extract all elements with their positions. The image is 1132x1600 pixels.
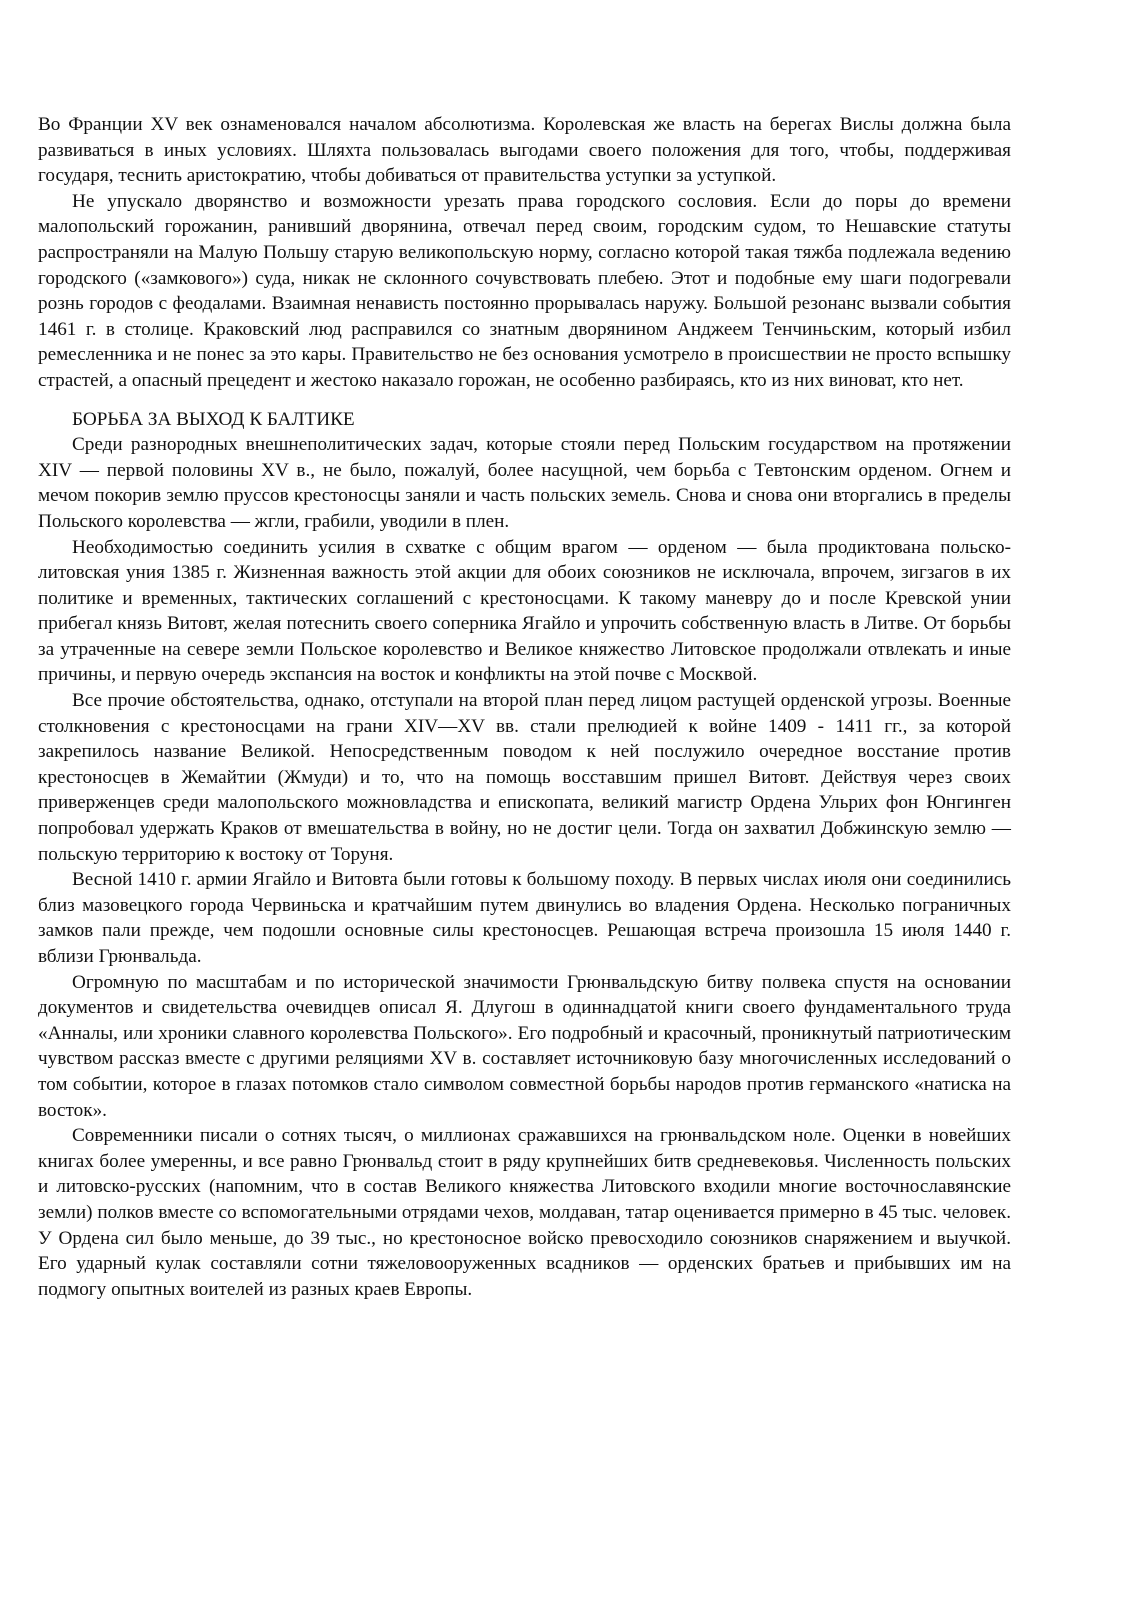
paragraph-battle-forces: Современники писали о сотнях тысяч, о миллионах сражавшихся на грюнвальдском ноле. Оценки в новейших книгах более умеренны, и все равно Грюнвальд стоит в ряду крупнейших битв средневековья. Численность польских и литовско-русских (напомним, что в состав Великого княжества Литовского входили многие восточнославянские земли) полков вместе со вспомогательными отрядами чехов, молдаван, татар оценивается примерно в 45 тыс. человек. У Ордена сил было меньше, до 39 тыс., но крестоносное войско превосходило союзников снаряжением и выучкой. Его ударный кулак составляли сотни тяжеловооруженных всадников — орденских братьев и прибывших им на подмогу опытных воителей из разных краев Европы. <box>38 1125 1011 1300</box>
document-page <box>38 112 1011 1302</box>
paragraph-teutonic-order: Среди разнородных внешнеполитических задач, которые стояли перед Польским государством на протяжении XIV — первой половины XV в., не было, пожалуй, более насущной, чем борьба с Тевтонским орденом. Огнем и мечом покорив землю пруссов крестоносцы заняли и часть польских земель. Снова и снова они вторгались в пределы Польского королевства — жгли, грабили, уводили в плен. <box>38 434 1011 532</box>
paragraph-union-1385: Необходимостью соединить усилия в схватке с общим врагом — орденом — была продиктована польско-литовская уния 1385 г. Жизненная важность этой акции для обоих союзников не исключала, впрочем, зигзагов в их политике и временных, тактических соглашений с крестоносцами. К такому маневру до и после Кревской унии прибегал князь Витовт, желая потеснить своего соперника Ягайло и упрочить собственную власть в Литве. От борьбы за утраченные на севере земли Польское королевство и Великое княжество Литовское продолжали отвлекать и иные причины, и первую очередь экспансия на восток и конфликты на этой почве с Москвой. <box>38 536 1011 686</box>
paragraph-campaign-1410: Весной 1410 г. армии Ягайло и Витовта были готовы к большому походу. В первых числах июля они соединились близ мазовецкого города Червиньска и кратчайшим путем двинулись во владения Ордена. Несколько пограничных замков пали прежде, чем подошли основные силы крестоносцев. Решающая встреча произошла 15 июля 1440 г. вблизи Грюнвальда. <box>38 869 1011 967</box>
intro-block <box>38 112 1011 394</box>
section-heading: БОРЬБА ЗА ВЫХОД К БАЛТИКЕ <box>72 408 355 430</box>
section-baltic <box>38 407 1011 1303</box>
paragraph-absolutism: Во Франции XV век ознаменовался началом абсолютизма. Королевская же власть на берегах Вислы должна была развиваться в иных условиях. Шляхта пользовалась выгодами своего положения для того, чтобы, поддерживая государя, теснить аристократию, чтобы добиваться от правительства уступки за уступкой. <box>38 114 1011 187</box>
paragraph-dlugosz: Огромную по масштабам и по исторической значимости Грюнвальдскую битву полвека спустя на основании документов и свидетельства очевидцев описал Я. Длугош в одиннадцатой книги своего фундаментального труда «Анналы, или хроники славного королевства Польского». Его подробный и красочный, проникнутый патриотическим чувством рассказ вместе с другими реляциями XV в. составляет источниковую базу многочисленных исследований о том событии, которое в глазах потомков стало символом совместной борьбы народов против германского «натиска на восток». <box>38 971 1011 1121</box>
paragraph-nobility-rights: Не упускало дворянство и возможности урезать права городского сословия. Если до поры до времени малопольский горожанин, ранивший дворянина, отвечал перед своим, городским судом, то Нешавские статуты распространяли на Малую Польшу старую великопольскую норму, согласно которой такая тяжба подлежала ведению городского («замкового») суда, никак не склонного сочувствовать плебею. Этот и подобные ему шаги подогревали рознь городов с феодалами. Взаимная ненависть постоянно прорывалась наружу. Большой резонанс вызвали события 1461 г. в столице. Краковский люд расправился со знатным дворянином Анджеем Тенчиньским, который избил ремесленника и не понес за это кары. Правительство не без основания усмотрело в происшествии не просто вспышку страстей, а опасный прецедент и жестоко наказало горожан, не особенно разбираясь, кто из них виноват, кто нет. <box>38 190 1011 391</box>
paragraph-great-war: Все прочие обстоятельства, однако, отступали на второй план перед лицом растущей орденской угрозы. Военные столкновения с крестоносцами на грани XIV—XV вв. стали прелюдией к войне 1409 - 1411 гг., за которой закрепилось название Великой. Непосредственным поводом к ней послужило очередное восстание против крестоносцев в Жемайтии (Жмуди) и то, что на помощь восставшим пришел Витовт. Действуя через своих приверженцев среди малопольского можновладства и епископата, великий магистр Ордена Ульрих фон Юнгинген попробовал удержать Краков от вмешательства в войну, но не достиг цели. Тогда он захватил Добжинскую землю — польскую территорию к востоку от Торуня. <box>38 690 1011 865</box>
